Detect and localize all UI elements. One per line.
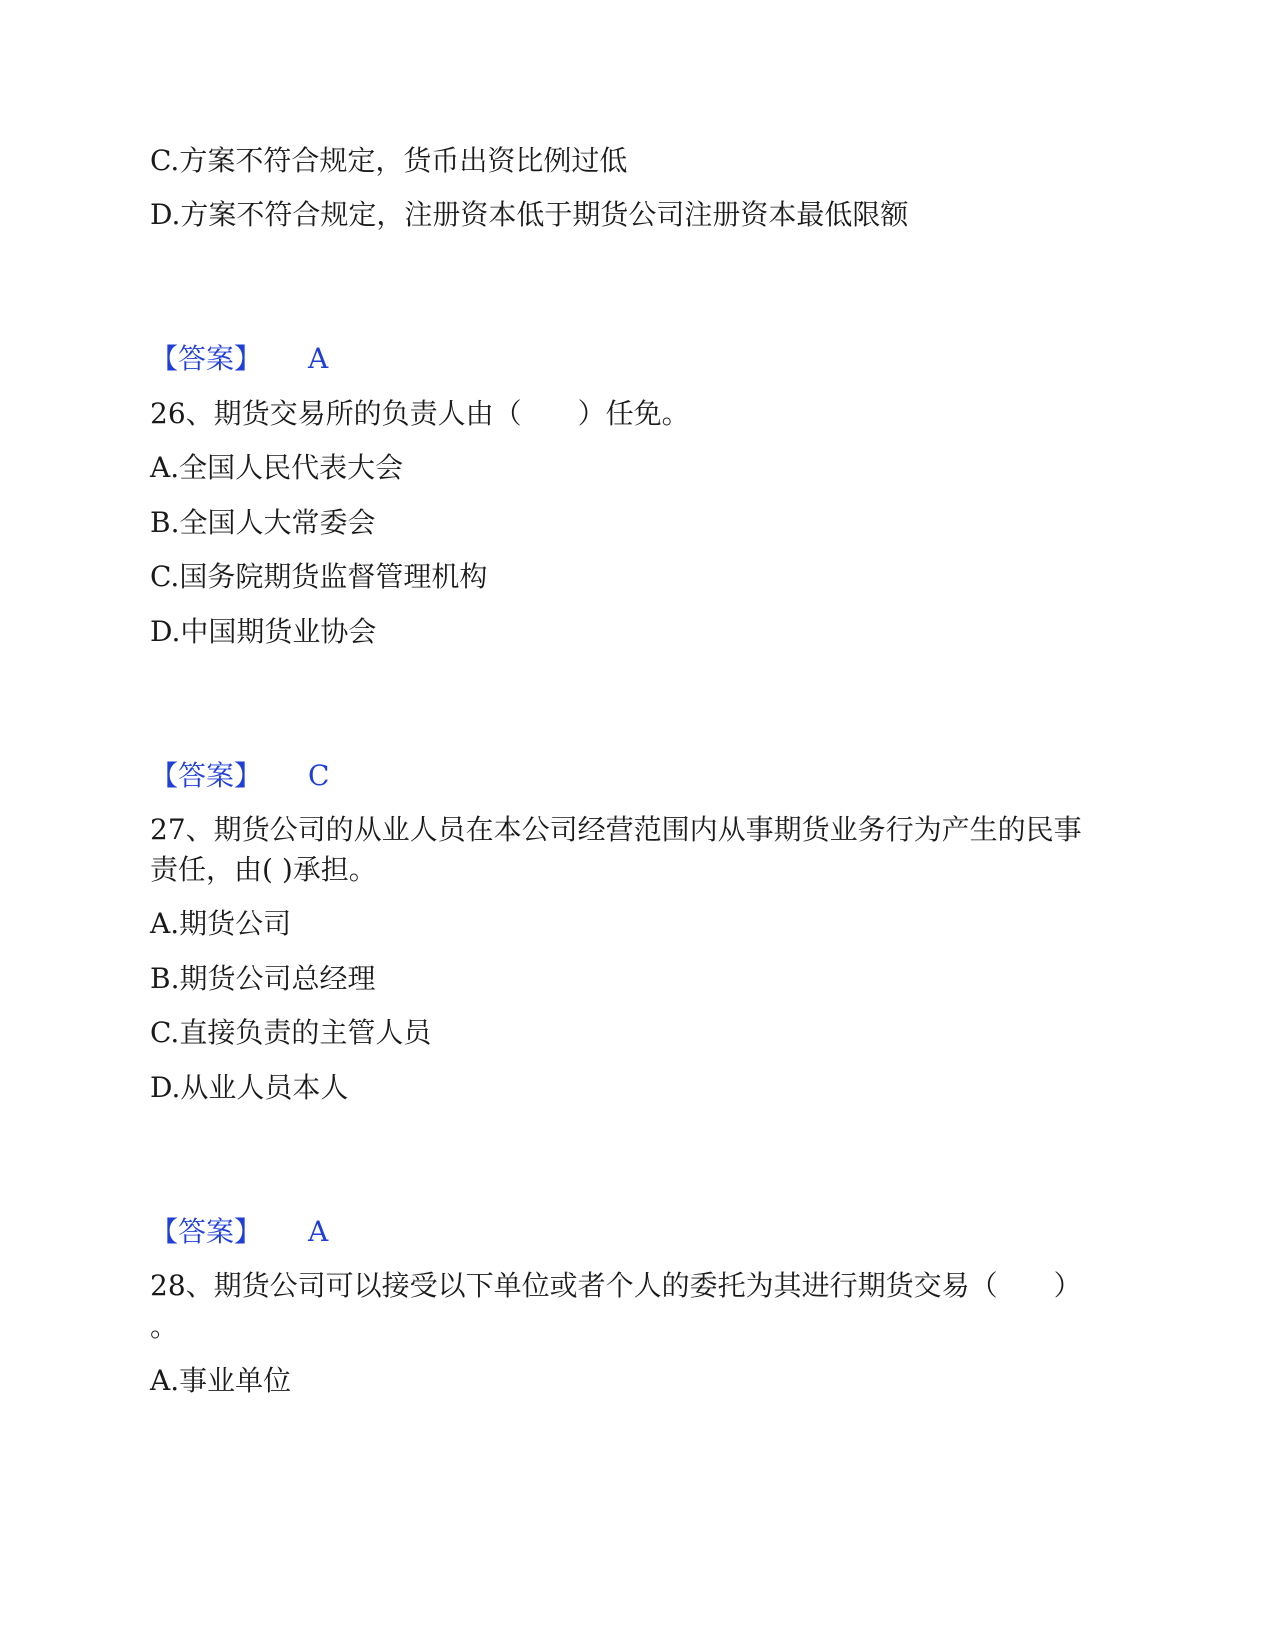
q26-answer (150, 759, 450, 793)
answer-label: 【答案】 (150, 342, 263, 375)
q26-option-d: D.中国期货业协会 (150, 615, 377, 648)
answer-value: A (308, 342, 329, 375)
q27-answer (150, 1215, 450, 1249)
q26-question: 26、期货交易所的负责人由（ ）任免。 (150, 397, 690, 430)
q27-question-line1: 27、期货公司的从业人员在本公司经营范围内从事期货业务行为产生的民事 (150, 813, 1082, 846)
answer-label: 【答案】 (150, 1215, 263, 1248)
q25-option-c: C.方案不符合规定，货币出资比例过低 (150, 144, 628, 177)
q27-option-c: C.直接负责的主管人员 (150, 1016, 432, 1049)
q25-answer (150, 342, 450, 376)
q27-option-d: D.从业人员本人 (150, 1071, 349, 1104)
q28-option-a: A.事业单位 (150, 1364, 292, 1397)
q26-option-b: B.全国人大常委会 (150, 506, 376, 539)
q28-question-line1: 28、期货公司可以接受以下单位或者个人的委托为其进行期货交易（ ） (150, 1269, 1082, 1302)
q27-option-a: A.期货公司 (150, 907, 292, 940)
answer-value: A (308, 1215, 329, 1248)
answer-value: C (308, 759, 330, 792)
q26-option-c: C.国务院期货监督管理机构 (150, 560, 488, 593)
q28-question-line2: 。 (150, 1310, 179, 1343)
q27-question-line2: 责任，由( )承担。 (150, 853, 377, 886)
answer-label: 【答案】 (150, 759, 263, 792)
q25-option-d: D.方案不符合规定，注册资本低于期货公司注册资本最低限额 (150, 198, 909, 231)
q27-option-b: B.期货公司总经理 (150, 962, 376, 995)
q26-option-a: A.全国人民代表大会 (150, 451, 404, 484)
